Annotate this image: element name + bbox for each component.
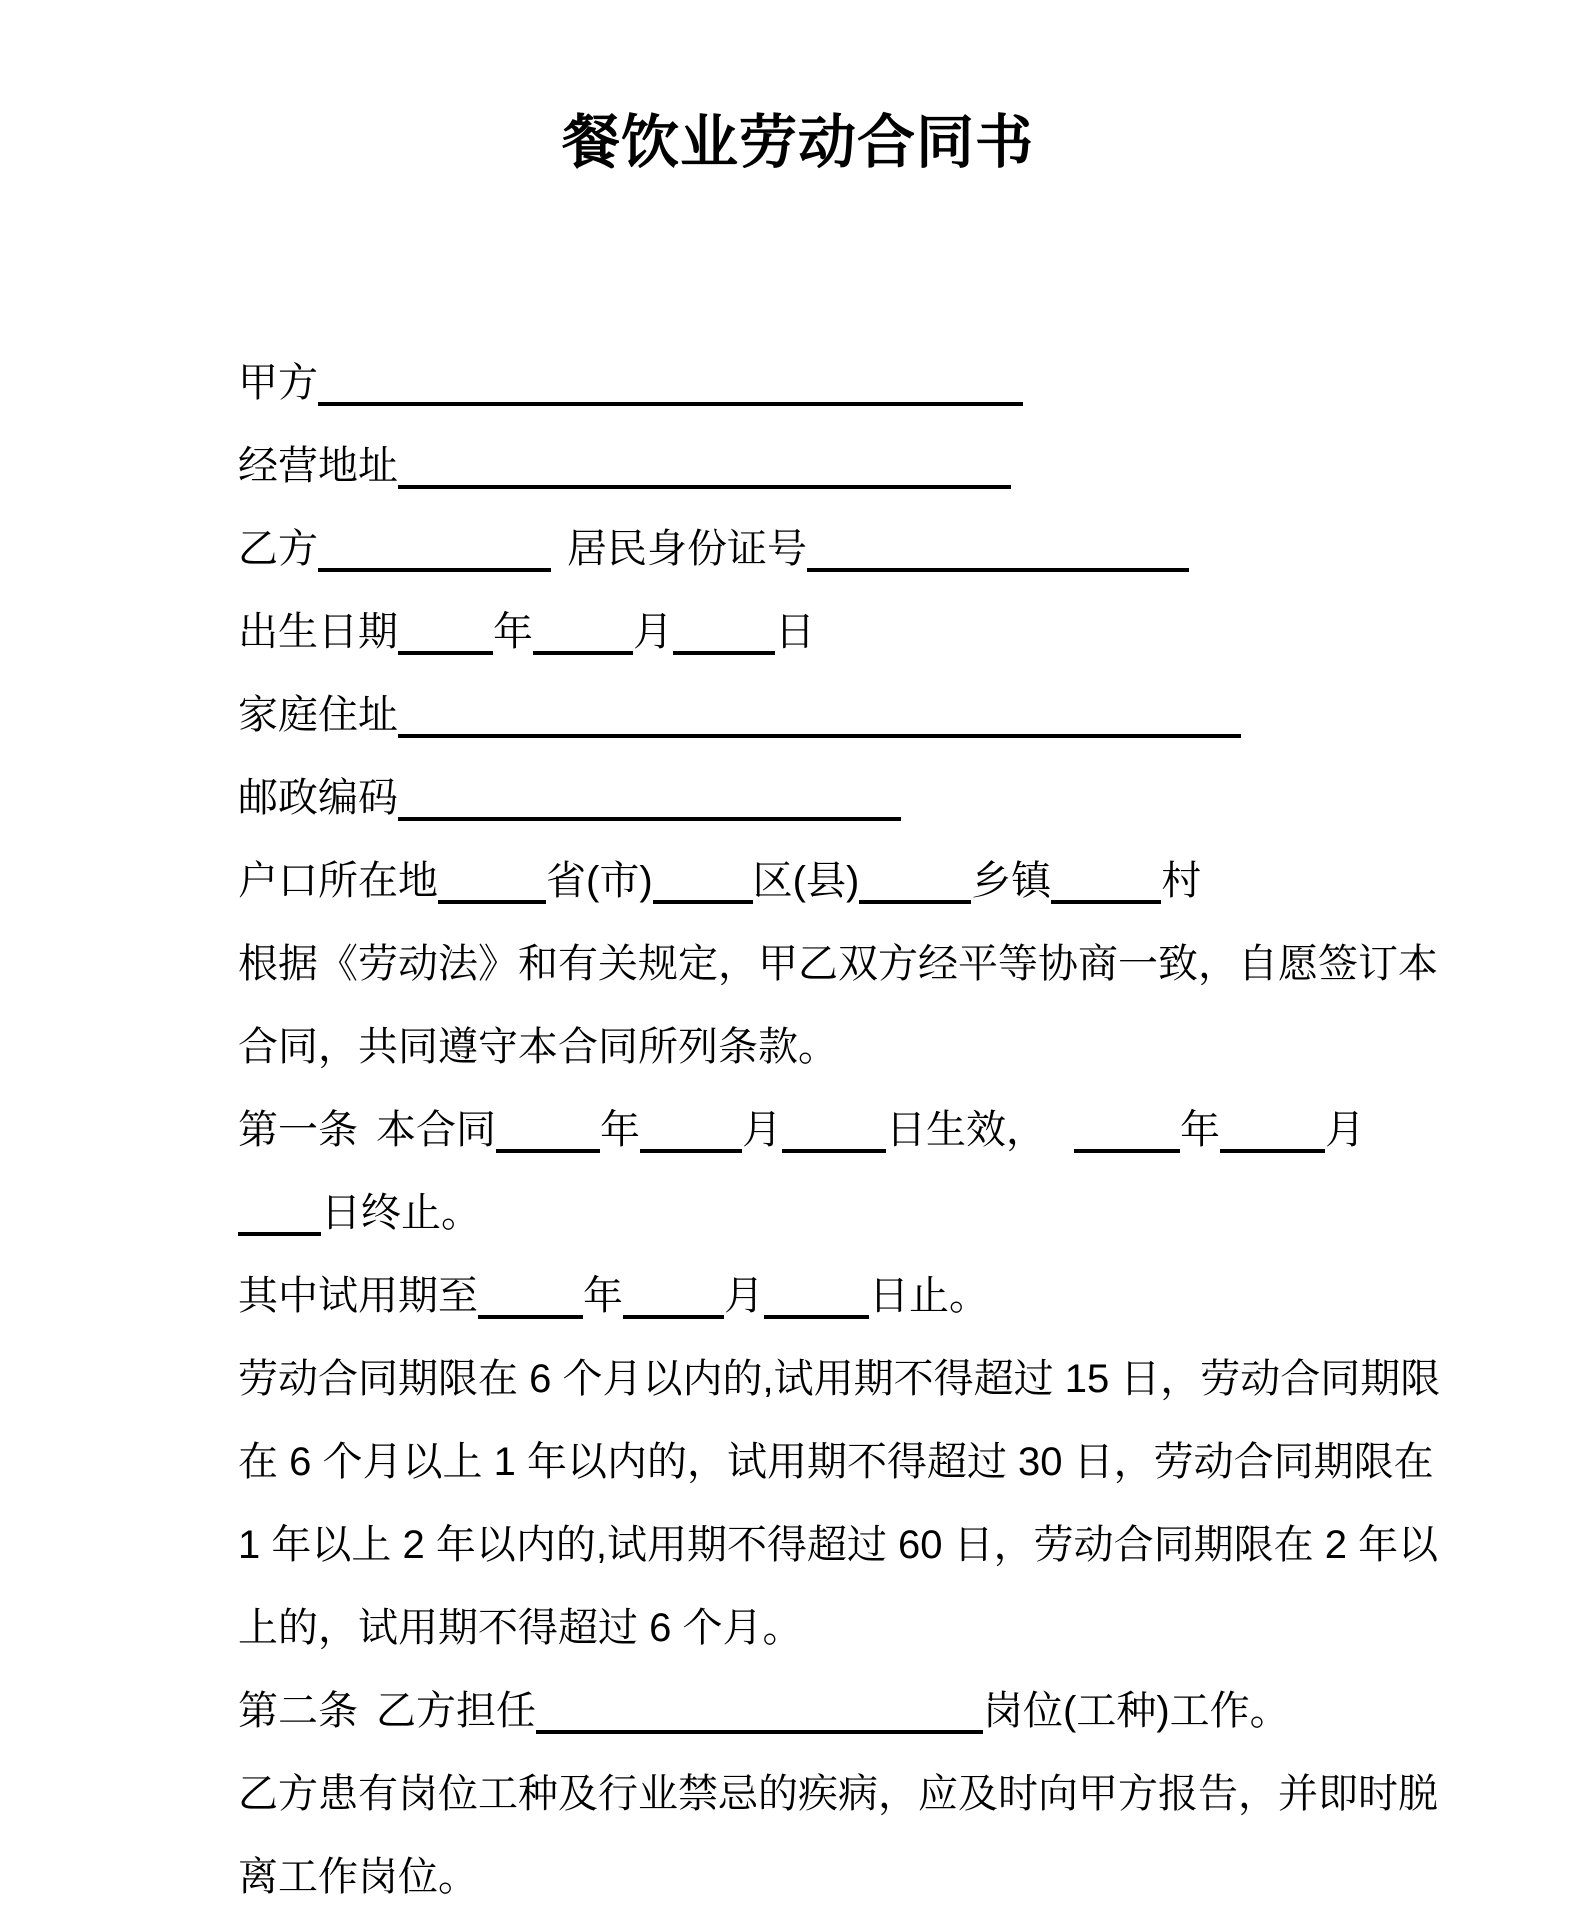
text-run: 区(县) [752,859,860,903]
blank-underline [318,528,551,572]
text-run: 离工作岗位。 [238,1855,478,1899]
text-run: 甲方 [238,361,318,405]
blank-underline [398,445,1011,489]
blank-underline [398,777,901,821]
line-probation-rule-3 [238,1504,1439,1587]
line-preamble-1 [238,923,1438,1006]
text-run: 根据《劳动法》和有关规定，甲乙双方经平等协商一致，自愿签订本 [238,942,1438,986]
line-article-1-end [238,1172,1358,1255]
text-run: 月 [633,610,673,654]
text-run: 其中试用期至 [238,1274,478,1318]
text-run: 家庭住址 [238,693,398,737]
line-household-registration [238,840,1358,923]
blank-underline [533,611,633,655]
spacer [358,1723,376,1724]
blank-underline [1074,1109,1180,1153]
blank-underline [807,528,1189,572]
text-run: 劳动合同期限在 6 个月以内的,试用期不得超过 15 日，劳动合同期限 [238,1357,1441,1401]
line-preamble-2 [238,1006,1358,1089]
text-run: 1 年以上 2 年以内的,试用期不得超过 60 日，劳动合同期限在 2 年以 [238,1523,1439,1567]
blank-underline [536,1690,983,1734]
line-party-b-id-number [238,508,1358,591]
text-run: 月 [724,1274,764,1318]
line-party-a [238,342,1358,425]
text-run: 本合同 [376,1108,496,1152]
blank-underline [398,611,493,655]
text-run: 乡镇 [971,859,1052,903]
line-article-1-start [238,1089,1365,1172]
blank-underline [398,694,1241,738]
text-run: 第二条 [238,1689,358,1733]
text-run: 乙方患有岗位工种及行业禁忌的疾病，应及时向甲方报告，并即时脱 [238,1772,1438,1816]
text-run: 经营地址 [238,444,398,488]
text-run: 日 [775,610,815,654]
text-run: 日止。 [869,1274,989,1318]
spacer [358,1142,376,1143]
line-birth-date [238,591,1358,674]
blank-underline [623,1275,724,1319]
text-run: 上的，试用期不得超过 6 个月。 [238,1606,803,1650]
document-body [238,342,1441,1919]
text-run: 年 [493,610,533,654]
text-run: 日终止。 [321,1191,481,1235]
document-title: 餐饮业劳动合同书 [561,110,1034,175]
blank-underline [318,362,1023,406]
line-article-2-disease-2 [238,1836,1358,1919]
text-run: 在 6 个月以上 1 年以内的，试用期不得超过 30 日，劳动合同期限在 [238,1440,1434,1484]
blank-underline [653,860,753,904]
line-probation-rule-1 [238,1338,1441,1421]
text-run: 月 [742,1108,782,1152]
text-run: 年 [583,1274,623,1318]
line-article-2-disease-1 [238,1753,1438,1836]
text-run: 日生效， [886,1108,1046,1152]
blank-underline [640,1109,742,1153]
text-run: 第一条 [238,1108,358,1152]
line-postal-code [238,757,1358,840]
blank-underline [859,860,971,904]
blank-underline [764,1275,869,1319]
text-run: 年 [600,1108,640,1152]
line-probation [238,1255,1358,1338]
blank-underline [1051,860,1161,904]
blank-underline [438,860,546,904]
blank-underline [673,611,775,655]
text-run: 户口所在地 [238,859,438,903]
blank-underline [1220,1109,1325,1153]
line-business-address [238,425,1358,508]
text-run: 居民身份证号 [567,527,807,571]
text-run: 出生日期 [238,610,398,654]
text-run: 岗位(工种)工作。 [983,1689,1290,1733]
blank-underline [782,1109,886,1153]
text-run: 邮政编码 [238,776,398,820]
text-run: 省(市) [546,859,653,903]
blank-underline [238,1192,321,1236]
spacer [1046,1142,1074,1143]
text-run: 月 [1325,1108,1365,1152]
line-home-address [238,674,1358,757]
line-probation-rule-4 [238,1587,1358,1670]
text-run: 乙方担任 [376,1689,536,1733]
blank-underline [496,1109,600,1153]
text-run: 年 [1180,1108,1220,1152]
text-run: 村 [1161,859,1202,903]
line-probation-rule-2 [238,1421,1434,1504]
blank-underline [478,1275,583,1319]
spacer [551,561,567,562]
line-article-2 [238,1670,1358,1753]
text-run: 合同，共同遵守本合同所列条款。 [238,1025,838,1069]
text-run: 乙方 [238,527,318,571]
